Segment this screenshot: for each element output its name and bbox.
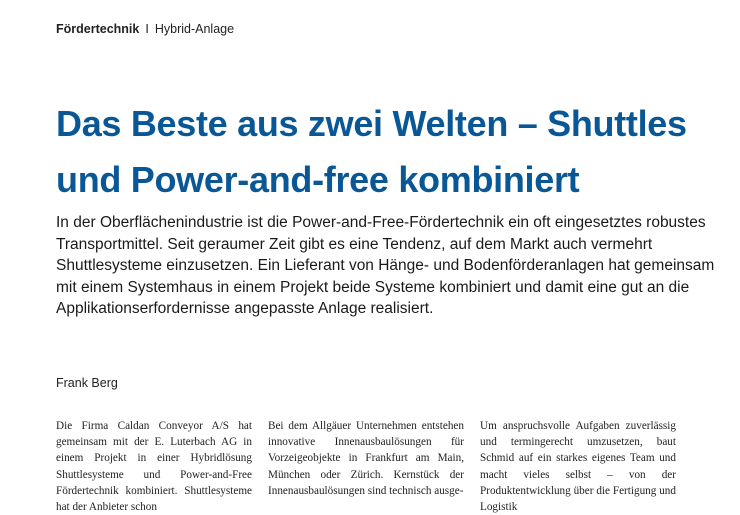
body-column-2: Bei dem Allgäuer Unternehmen entstehen innovative Innenausbaulösungen für Vorzeigeobjekte in Frankfurt am Main, München oder Zürich. Kernstück der Innenausbaulösungen sind technisch ausge-	[268, 420, 464, 497]
article-title: Das Beste aus zwei Welten – Shuttles und Power-and-free kombiniert	[56, 103, 687, 200]
body-column-1: Die Firma Caldan Conveyor A/S hat gemeinsam mit der E. Luterbach AG in einem Projekt in einer Hybridlösung Shuttlesysteme und Power-and-Free Fördertechnik kombiniert. Shuttlesysteme hat der Anbieter schon	[56, 420, 252, 514]
article-author: Frank Berg	[56, 376, 118, 390]
header-separator: I	[145, 22, 149, 36]
running-header	[56, 22, 234, 36]
body-columns	[56, 418, 684, 514]
body-column-3: Um anspruchsvolle Aufgaben zuverlässig und termingerecht umzusetzen, baut Schmid auf ein starkes eigenes Team und macht vieles selbst – von der Produktentwicklung über die Fertigung und Logistik	[480, 420, 676, 514]
header-subsection: Hybrid-Anlage	[154, 22, 235, 36]
article-lead: In der Oberflächenindustrie ist die Power-and-Free-Fördertechnik ein oft eingesetztes robustes Transportmittel. Seit geraumer Zeit gibt es eine Tendenz, auf dem Markt auch vermehrt Shuttlesysteme einzusetzen. Ein Lieferant von Hänge- und Bodenförderanlagen hat gemeinsam mit einem Systemhaus in einem Projekt beide Systeme kombiniert und damit eine gut an die Applikationserfordernisse angepasste Anlage realisiert.	[56, 214, 715, 317]
header-section: Fördertechnik	[56, 22, 140, 36]
